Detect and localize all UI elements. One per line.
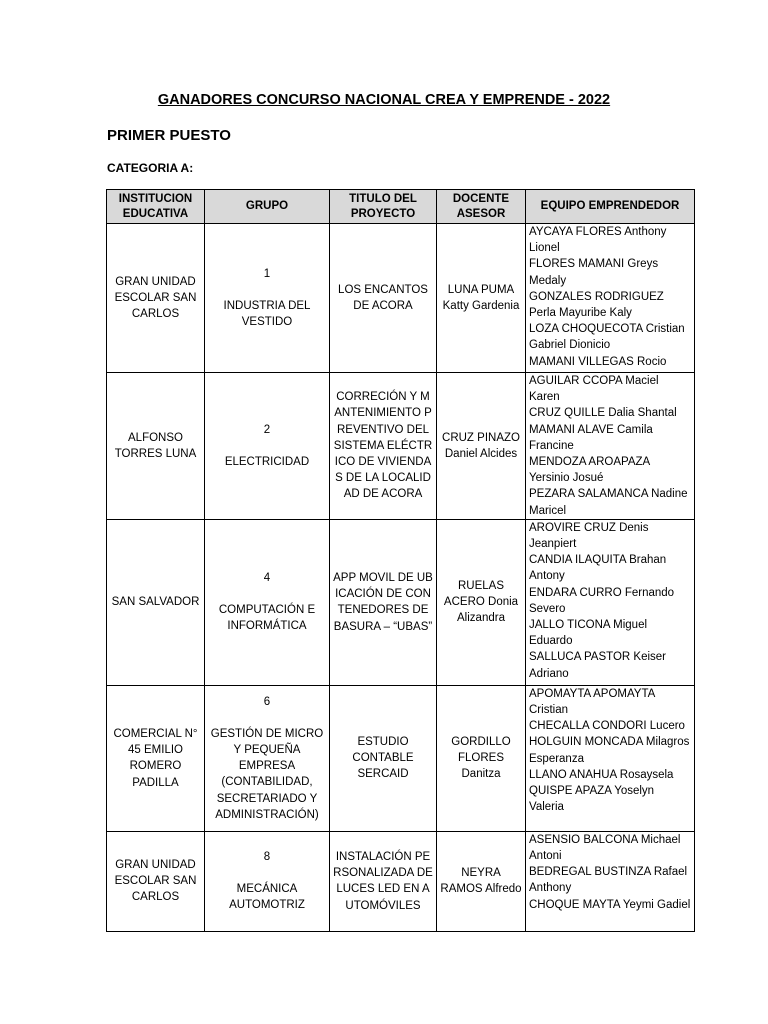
group-cell: [205, 224, 330, 373]
table-header-row: [107, 190, 695, 224]
group-cell: [205, 831, 330, 931]
team-cell: [526, 831, 695, 931]
team-member: BEDREGAL BUSTINZA Rafael Anthony: [529, 866, 688, 895]
team-member: CANDIA ILAQUITA Brahan Antony: [529, 554, 667, 583]
header-advisor: DOCENTE ASESOR: [437, 190, 526, 224]
team-member: ENDARA CURRO Fernando Severo: [529, 586, 675, 615]
project-cell: ESTUDIO CONTABLE SERCAID: [330, 685, 437, 831]
institution-cell: GRAN UNIDAD ESCOLAR SAN CARLOS: [107, 224, 205, 373]
group-cell: [205, 685, 330, 831]
project-cell: CORRECIÓN Y MANTENIMIENTO PREVENTIVO DEL SISTEMA ELÉCTRICO DE VIVIENDAS DE LA LOCALIDAD DE ACORA: [330, 373, 437, 520]
table-row: [107, 224, 695, 373]
section-heading: PRIMER PUESTO: [107, 127, 231, 144]
team-cell: [526, 519, 695, 685]
winners-table: [106, 189, 695, 932]
group-cell: [205, 373, 330, 520]
team-member: QUISPE APAZA Yoselyn Valeria: [529, 785, 655, 814]
category-label: CATEGORIA A:: [107, 161, 194, 175]
header-project-title: TITULO DEL PROYECTO: [330, 190, 437, 224]
team-member: MAMANI VILLEGAS Rocio: [529, 355, 667, 368]
institution-cell: COMERCIAL N° 45 EMILIO ROMERO PADILLA: [107, 685, 205, 831]
team-member: CHOQUE MAYTA Yeymi Gadiel: [529, 898, 691, 911]
team-member: CRUZ QUILLE Dalia Shantal: [529, 407, 677, 420]
team-member: FLORES MAMANI Greys Medaly: [529, 258, 659, 287]
team-member: AGUILAR CCOPA Maciel Karen: [529, 375, 659, 404]
team-member: LLANO ANAHUA Rosaysela: [529, 768, 674, 781]
team-member: AYCAYA FLORES Anthony Lionel: [529, 226, 667, 255]
group-number: 4: [263, 572, 271, 585]
group-name: GESTIÓN DE MICRO Y PEQUEÑA EMPRESA (CONTABILIDAD, SECRETARIADO Y ADMINISTRACIÓN): [210, 727, 324, 821]
group-cell: [205, 519, 330, 685]
team-member: LOZA CHOQUECOTA Cristian Gabriel Dionicio: [529, 323, 685, 352]
table-row: [107, 831, 695, 931]
group-name: ELECTRICIDAD: [224, 455, 310, 468]
institution-cell: GRAN UNIDAD ESCOLAR SAN CARLOS: [107, 831, 205, 931]
team-cell: [526, 685, 695, 831]
group-name: COMPUTACIÓN E INFORMÁTICA: [218, 604, 316, 633]
project-cell: INSTALACIÓN PERSONALIZADA DE LUCES LED EN AUTOMÓVILES: [330, 831, 437, 931]
team-member: PEZARA SALAMANCA Nadine Maricel: [529, 488, 688, 517]
group-name: INDUSTRIA DEL VESTIDO: [223, 299, 311, 329]
table-row: [107, 519, 695, 685]
team-member: HOLGUIN MONCADA Milagros Esperanza: [529, 736, 690, 765]
advisor-cell: GORDILLO FLORES Danitza: [437, 685, 526, 831]
team-member: JALLO TICONA Miguel Eduardo: [529, 619, 648, 648]
group-name: MECÁNICA AUTOMOTRIZ: [229, 883, 305, 912]
group-number: 2: [263, 423, 271, 436]
advisor-cell: CRUZ PINAZO Daniel Alcides: [437, 373, 526, 520]
institution-cell: ALFONSO TORRES LUNA: [107, 373, 205, 520]
team-member: CHECALLA CONDORI Lucero: [529, 720, 685, 733]
team-cell: [526, 224, 695, 373]
team-member: GONZALES RODRIGUEZ Perla Mayuribe Kaly: [529, 290, 664, 320]
project-cell: LOS ENCANTOS DE ACORA: [330, 224, 437, 373]
institution-cell: SAN SALVADOR: [107, 519, 205, 685]
team-member: MAMANI ALAVE Camila Francine: [529, 423, 653, 452]
group-number: 6: [263, 695, 271, 708]
group-number: 8: [263, 851, 271, 864]
table-row: [107, 685, 695, 831]
advisor-cell: NEYRA RAMOS Alfredo: [437, 831, 526, 931]
project-cell: APP MOVIL DE UBICACIÓN DE CONTENEDORES DE BASURA – “UBAS”: [330, 519, 437, 685]
team-member: MENDOZA AROAPAZA Yersinio Josué: [529, 456, 650, 485]
header-team: EQUIPO EMPRENDEDOR: [526, 190, 695, 224]
document-title: GANADORES CONCURSO NACIONAL CREA Y EMPRENDE - 2022: [157, 92, 611, 108]
team-member: APOMAYTA APOMAYTA Cristian: [529, 687, 655, 717]
team-member: SALLUCA PASTOR Keiser Adriano: [529, 651, 666, 680]
team-cell: [526, 373, 695, 520]
team-member: ASENSIO BALCONA Michael Antoni: [529, 833, 681, 863]
advisor-cell: LUNA PUMA Katty Gardenia: [437, 224, 526, 373]
group-number: 1: [263, 267, 271, 280]
header-group: GRUPO: [205, 190, 330, 224]
header-institution: INSTITUCION EDUCATIVA: [107, 190, 205, 224]
table-row: [107, 373, 695, 520]
advisor-cell: RUELAS ACERO Donia Alizandra: [437, 519, 526, 685]
team-member: AROVIRE CRUZ Denis Jeanpiert: [529, 521, 649, 551]
